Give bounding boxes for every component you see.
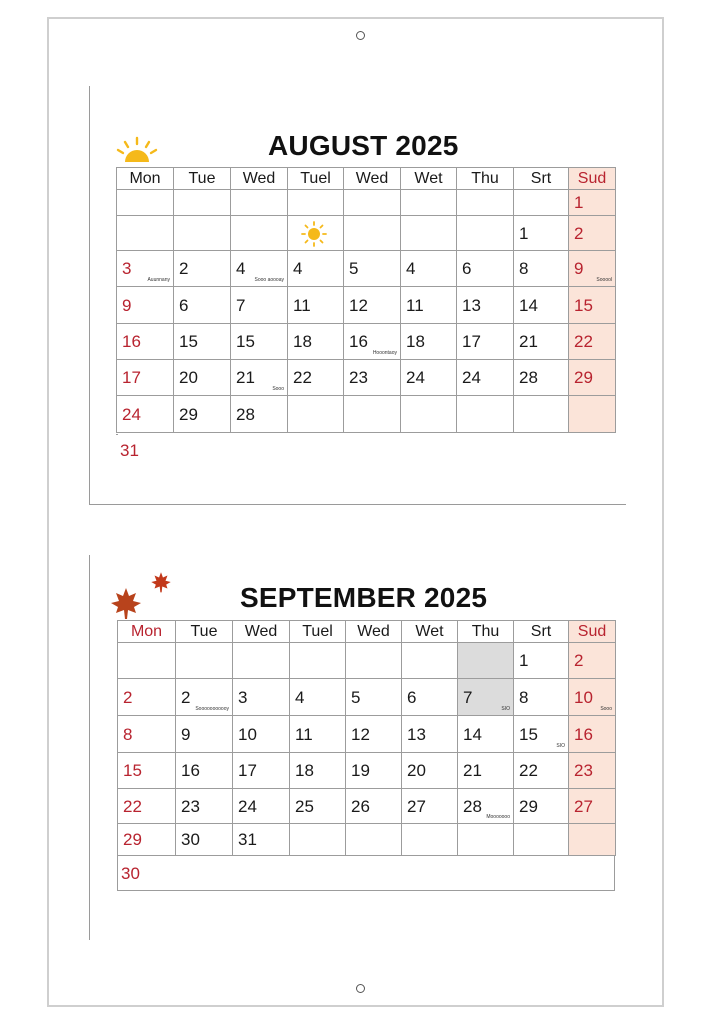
day-cell[interactable] [402,789,458,824]
day-number: 29 [123,830,142,849]
september-extra-day: 30 [121,864,140,883]
table-row [117,324,616,360]
event-note: Sooo [272,386,284,392]
day-cell[interactable] [344,324,401,360]
day-cell[interactable] [231,396,288,433]
day-cell[interactable] [344,396,401,433]
day-number: 2 [574,223,584,243]
day-number: 3 [238,687,248,707]
day-number: 8 [123,724,133,744]
day-cell[interactable] [569,287,616,324]
september-title: SEPTEMBER 2025 [240,582,488,613]
day-number: 16 [122,332,141,351]
day-cell[interactable] [569,716,616,753]
day-cell[interactable] [174,251,231,287]
september-header-3: Wed [233,621,290,643]
day-cell[interactable] [569,251,616,287]
day-number: 29 [519,796,538,816]
day-cell[interactable] [118,716,176,753]
day-cell[interactable] [231,251,288,287]
day-number: 11 [406,295,424,315]
day-number: 14 [519,295,538,315]
day-cell[interactable] [569,679,616,716]
day-number: 20 [179,368,198,387]
august-header-1: Mon [117,168,174,190]
day-cell[interactable] [117,216,174,251]
day-cell[interactable] [514,324,569,360]
day-cell[interactable] [514,716,569,753]
event-note: Hooontaoy [372,350,397,356]
table-row [117,360,616,396]
day-cell[interactable] [514,789,569,824]
day-cell[interactable] [233,643,290,679]
day-cell[interactable] [288,396,344,433]
day-cell[interactable] [174,287,231,324]
day-cell[interactable] [233,716,290,753]
hanging-hole-bottom [356,984,365,993]
september-header-6: Wet [402,621,458,643]
day-number: 17 [462,332,481,351]
day-number: 16 [574,724,593,744]
day-number: 24 [238,796,257,816]
day-cell[interactable] [569,753,616,789]
day-number: 6 [407,687,417,707]
day-number: 4 [293,259,303,278]
day-cell[interactable] [231,324,288,360]
day-cell[interactable] [457,287,514,324]
day-cell[interactable] [457,324,514,360]
day-cell[interactable] [117,396,174,433]
day-cell[interactable] [401,216,457,251]
day-number: 20 [407,761,426,780]
maple-leaf-icon [150,571,172,593]
day-cell[interactable] [118,679,176,716]
day-cell[interactable] [290,716,346,753]
day-cell[interactable] [118,753,176,789]
day-number: 9 [574,259,584,278]
table-row [117,190,616,216]
day-number: 7 [463,687,473,707]
day-cell[interactable] [458,679,514,716]
day-cell[interactable] [346,753,402,789]
day-cell[interactable] [457,190,514,216]
day-cell[interactable] [288,287,344,324]
day-cell[interactable] [402,824,458,856]
day-cell[interactable] [402,679,458,716]
august-header-8: Srt [514,168,569,190]
september-header-5: Wed [346,621,402,643]
day-number: 1 [519,223,529,243]
day-cell[interactable] [174,190,231,216]
day-number: 29 [179,404,198,424]
day-number: 22 [293,368,312,387]
day-cell[interactable] [401,360,457,396]
day-cell[interactable] [174,396,231,433]
september-header-4: Tuel [290,621,346,643]
day-cell[interactable] [457,396,514,433]
day-number: 4 [236,259,246,278]
day-number: 1 [519,651,529,670]
event-note: Sooo [600,706,612,712]
day-cell[interactable] [569,789,616,824]
day-number: 2 [574,651,584,670]
day-number: 24 [122,404,141,424]
day-cell[interactable] [569,396,616,433]
day-cell[interactable] [344,216,401,251]
day-number: 15 [574,295,593,315]
day-cell[interactable] [514,643,569,679]
day-cell[interactable] [118,824,176,856]
day-cell[interactable] [174,360,231,396]
table-row [117,396,616,433]
table-row [117,251,616,287]
day-number: 27 [407,796,426,816]
event-note: Sooooooooooy [195,706,229,712]
day-cell[interactable] [290,643,346,679]
day-cell[interactable] [346,679,402,716]
august-header-6: Wet [401,168,457,190]
day-number: 5 [349,259,359,278]
day-cell[interactable] [118,643,176,679]
day-cell[interactable] [514,190,569,216]
event-note: SIO [501,706,510,712]
september-header-1: Mon [118,621,176,643]
day-cell[interactable] [174,216,231,251]
table-row [118,824,616,856]
day-cell[interactable] [514,753,569,789]
day-number: 11 [293,295,311,315]
day-number: 6 [179,295,189,315]
day-number: 18 [406,332,425,351]
day-cell[interactable] [176,824,233,856]
day-cell[interactable] [117,360,174,396]
day-cell[interactable] [514,396,569,433]
event-note: Mooooooo [486,814,510,820]
day-cell[interactable] [290,824,346,856]
day-number: 22 [519,761,538,780]
day-cell[interactable] [231,360,288,396]
day-number: 8 [519,259,529,278]
day-cell[interactable] [174,324,231,360]
day-number: 15 [123,761,142,780]
day-number: 2 [179,259,189,278]
september-extra-row [117,855,615,891]
event-note: Auunnany [147,277,170,283]
day-cell[interactable] [231,216,288,251]
august-header-7: Thu [457,168,514,190]
day-cell[interactable] [401,396,457,433]
day-number: 14 [463,724,482,744]
day-number: 12 [349,295,368,315]
day-number: 9 [181,724,191,744]
day-number: 16 [349,332,368,351]
day-cell[interactable] [458,753,514,789]
day-cell[interactable] [346,824,402,856]
day-cell[interactable] [233,753,290,789]
table-row [118,716,616,753]
sun-icon [301,221,327,247]
august-header-3: Wed [231,168,288,190]
day-cell[interactable] [231,287,288,324]
day-cell[interactable] [118,789,176,824]
day-number: 4 [295,687,305,707]
day-cell[interactable] [344,251,401,287]
day-number: 18 [293,332,312,351]
table-row [118,643,616,679]
day-cell[interactable] [457,251,514,287]
day-cell[interactable] [402,753,458,789]
day-number: 13 [407,724,426,744]
day-number: 23 [181,796,200,816]
day-number: 15 [519,724,538,744]
day-cell[interactable] [402,643,458,679]
day-cell[interactable] [344,287,401,324]
day-number: 30 [181,830,200,849]
day-number: 17 [122,368,141,387]
day-cell[interactable] [117,324,174,360]
september-header-8: Srt [514,621,569,643]
day-number: 24 [406,368,425,387]
day-number: 23 [574,761,593,780]
september-header-9: Sud [569,621,616,643]
day-number: 26 [351,796,370,816]
hanging-hole-top [356,31,365,40]
day-number: 28 [463,796,482,816]
day-cell[interactable] [176,753,233,789]
day-cell[interactable] [346,716,402,753]
day-cell[interactable] [569,190,616,216]
day-cell[interactable] [290,789,346,824]
september-header-2: Tue [176,621,233,643]
august-extra-day: 31 [120,441,139,460]
day-number: 3 [122,259,132,278]
day-number: 8 [519,687,529,707]
day-cell[interactable] [514,824,569,856]
august-left-rule [89,86,90,505]
day-cell[interactable] [402,716,458,753]
day-number: 2 [123,687,133,707]
august-header-2: Tue [174,168,231,190]
day-number: 31 [238,830,257,849]
day-cell[interactable] [514,287,569,324]
day-cell[interactable] [457,216,514,251]
day-cell[interactable] [117,251,174,287]
day-cell[interactable] [176,679,233,716]
table-row [118,753,616,789]
day-cell[interactable] [117,190,174,216]
day-cell[interactable] [288,251,344,287]
day-cell[interactable] [346,789,402,824]
august-extra-row [116,434,118,435]
day-number: 21 [519,332,538,351]
day-number: 5 [351,687,361,707]
day-cell[interactable] [176,789,233,824]
day-cell[interactable] [457,360,514,396]
table-row [117,287,616,324]
september-header-7: Thu [458,621,514,643]
day-number: 10 [238,724,257,744]
day-number: 27 [574,796,593,816]
event-note: Sooo aoooay [254,277,284,283]
day-cell[interactable] [514,216,569,251]
day-cell[interactable] [401,324,457,360]
maple-leaf-icon [110,586,142,620]
day-number: 15 [236,332,255,351]
day-cell[interactable] [569,643,616,679]
day-cell[interactable] [288,190,344,216]
day-number: 9 [122,295,132,315]
event-note: Sooool [596,277,612,283]
day-number: 28 [236,404,255,424]
event-note: SIO [556,743,565,749]
day-number: 1 [574,193,584,212]
table-row [118,789,616,824]
day-number: 24 [462,368,481,387]
day-cell[interactable] [231,190,288,216]
day-number: 21 [463,761,482,780]
day-cell[interactable] [458,643,514,679]
day-number: 11 [295,724,313,744]
day-cell[interactable] [401,287,457,324]
day-number: 10 [574,687,593,707]
day-number: 7 [236,295,246,315]
day-number: 16 [181,761,200,780]
day-number: 18 [295,761,314,780]
day-number: 6 [462,259,472,278]
day-number: 22 [574,332,593,351]
day-cell[interactable] [458,789,514,824]
august-title: AUGUST 2025 [268,130,459,161]
day-number: 17 [238,761,257,780]
day-number: 22 [123,796,142,816]
day-cell[interactable] [288,360,344,396]
day-number: 15 [179,332,198,351]
day-cell[interactable] [514,251,569,287]
day-cell[interactable] [176,716,233,753]
day-number: 28 [519,368,538,387]
august-grid [116,167,616,433]
table-row [118,679,616,716]
day-cell[interactable] [401,251,457,287]
day-cell[interactable] [569,324,616,360]
day-cell[interactable] [569,824,616,856]
day-cell[interactable] [458,716,514,753]
day-number: 4 [406,259,416,278]
day-number: 25 [295,796,314,816]
day-cell[interactable] [346,643,402,679]
day-cell[interactable] [290,679,346,716]
august-header-4: Tuel [288,168,344,190]
day-cell[interactable] [569,216,616,251]
day-number: 21 [236,368,255,387]
august-header-5: Wed [344,168,401,190]
day-cell[interactable] [458,824,514,856]
day-cell[interactable] [344,360,401,396]
september-grid [117,620,616,856]
day-number: 2 [181,687,191,707]
day-cell[interactable] [290,753,346,789]
day-cell[interactable] [117,287,174,324]
day-cell[interactable] [233,824,290,856]
day-cell[interactable] [514,679,569,716]
day-number: 12 [351,724,370,744]
day-number: 19 [351,761,370,780]
august-header-9: Sud [569,168,616,190]
day-number: 13 [462,295,481,315]
day-cell[interactable] [401,190,457,216]
day-cell[interactable] [233,679,290,716]
sun-icon [115,136,159,164]
day-cell[interactable] [344,190,401,216]
day-cell[interactable] [514,360,569,396]
day-cell[interactable] [233,789,290,824]
day-cell[interactable] [569,360,616,396]
day-cell[interactable] [288,324,344,360]
day-cell[interactable] [176,643,233,679]
table-row [117,216,616,251]
september-left-rule [89,555,90,940]
day-number: 29 [574,368,593,387]
day-number: 23 [349,368,368,387]
august-bottom-rule [89,504,626,505]
